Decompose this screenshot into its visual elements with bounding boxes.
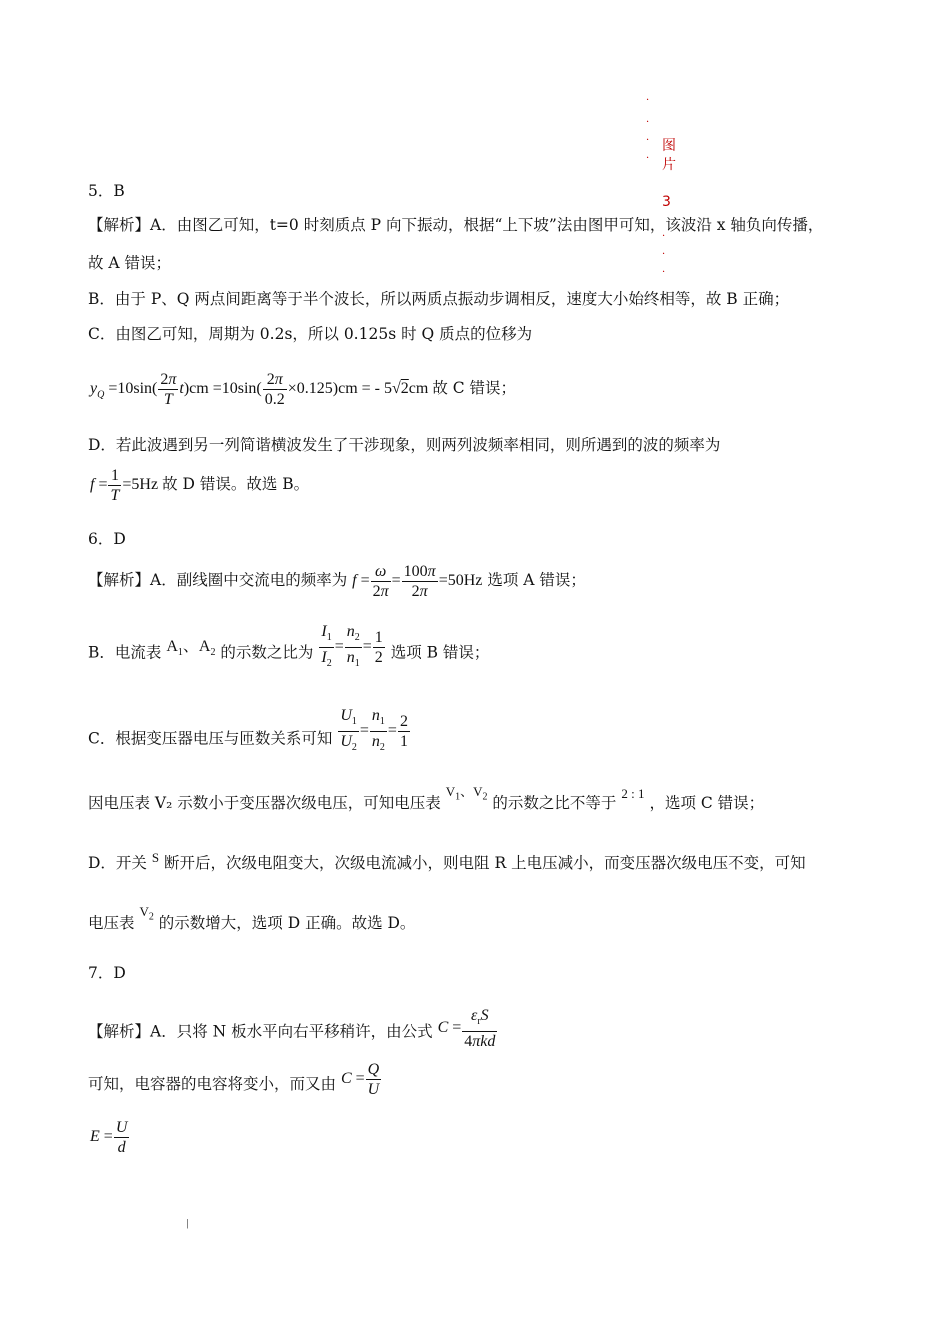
q5-analysis-line: 【解析】A．由图乙可知，t=0 时刻质点 P 向下振动，根据“上下坡”法由图甲可知，该波沿 x 轴负向传播， <box>88 216 824 234</box>
q6-line-d <box>88 852 806 875</box>
q6-line-d2-text-a: 电压表 <box>88 914 135 932</box>
q5-frequency-equation: f = $\frac{1}{T}$ =5Hz 故 D 错误。故选 B。 <box>90 467 310 504</box>
q7-line-1 <box>88 1007 498 1055</box>
side-marker-char: 图 <box>662 138 676 154</box>
q6-line-a <box>88 562 586 601</box>
q6-line-c-text: C．根据变压器电压与匝数关系可知 <box>88 729 333 748</box>
marker-dot: · <box>646 135 650 146</box>
q7-capacitance-formula: C = $\frac{\varepsilon_rS}{\text{4πkd}}$ <box>437 1007 496 1051</box>
marker-dot: · <box>646 95 650 106</box>
q6-voltage-ratio-equation: $\frac{U_1}{U_2}$ = $\frac{n_1}{n_2}$ = $\frac{2}{1}$ <box>340 707 408 754</box>
q7-answer-head: 7．D <box>88 964 126 982</box>
q6-line-c2-text: 因电压表 V₂ 示数小于变压器次级电压，可知电压表 <box>88 794 441 812</box>
q6-line-c2 <box>88 784 765 821</box>
q6-line-d2-text-b: 的示数增大，选项 D 正确。故选 D。 <box>158 914 416 932</box>
q6-current-ratio-equation: $\frac{I_1}{I_2}$ = $\frac{n_2}{n_1}$ = $\frac{1}{2}$ <box>321 623 383 670</box>
q6-line-d-text-b: 断开后，次级电阻变大，次级电流减小，则电阻 R 上电压减小，而变压器次级电压不变，可知 <box>164 854 806 872</box>
q6-switch-symbol: S <box>151 850 160 865</box>
q6-line-a-tail: 选项 A 错误； <box>487 571 586 590</box>
q6-answer-head: 6．D <box>88 530 126 548</box>
q6-line-b-mid: 的示数之比为 <box>220 643 314 662</box>
q7-line-2 <box>88 1061 382 1105</box>
q6-line-d-text-a: D．开关 <box>88 854 147 872</box>
q6-voltmeter2-symbol: V2 <box>139 904 154 923</box>
q7-field-formula: E = $\frac{U}{d}$ <box>90 1119 128 1156</box>
q5-analysis-line: C．由图乙可知，周期为 0.2s，所以 0.125s 时 Q 质点的位移为 <box>88 325 533 343</box>
q7-line-2-text: 可知，电容器的电容将变小，而又由 <box>88 1075 337 1094</box>
q5-displacement-equation: $y_Q =10\sin$( $\frac{2\pi}{T}$ t)cm =10sin( $\frac{2\pi}{0.2}$ ×0.125)cm = - 5√2cm 故 C 错误； <box>90 371 517 408</box>
q6-line-d2 <box>88 904 416 941</box>
marker-dot: · <box>662 267 666 278</box>
marker-dot: · <box>662 249 666 260</box>
marker-dot: · <box>646 153 650 164</box>
q6-line-b <box>88 623 490 679</box>
q6-ratio-value: 2 : 1 <box>621 786 645 801</box>
q6-ammeters-symbol: $A_1$、$A_2$ <box>166 638 216 659</box>
q5-answer-head: 5．B <box>88 182 125 200</box>
marker-dot: · <box>646 117 650 128</box>
q5-analysis-line: D．若此波遇到另一列简谐横波发生了干涉现象，则两列波频率相同，则所遇到的波的频率为 <box>88 436 721 454</box>
side-marker-number: 3 <box>662 194 671 210</box>
q7-line-1-text: 【解析】A．只将 N 板水平向右平移稍许，由公式 <box>88 1022 433 1041</box>
q6-line-b-text: B．电流表 <box>88 643 162 662</box>
marker-dot: · <box>662 231 666 242</box>
q5-analysis-line: B．由于 P、Q 两点间距离等于半个波长，所以两质点振动步调相反，速度大小始终相等，故 B 正确； <box>88 290 790 308</box>
side-marker-char: 片 <box>662 157 676 173</box>
q6-frequency-equation: f = $\frac{\omega}{2\pi}$ = $\frac{100\pi}{2\pi}$ =50Hz <box>352 563 483 600</box>
q6-line-c2-mid: 的示数之比不等于 <box>492 794 617 812</box>
q6-line-c2-tail: ，选项 C 错误； <box>649 794 765 812</box>
q6-voltmeters-symbol: V1、V2 <box>445 784 488 803</box>
q7-charge-formula: C = $\frac{Q}{U}$ <box>340 1061 380 1098</box>
q6-line-a-text: 【解析】A．副线圈中交流电的频率为 <box>88 571 348 590</box>
q5-analysis-line: 故 A 错误； <box>88 254 172 272</box>
q5-eq1-tail: 故 C 错误； <box>432 379 517 398</box>
q5-eq2-tail: 故 D 错误。故选 B。 <box>162 475 310 494</box>
stray-mark: | <box>186 1219 190 1229</box>
q6-line-c <box>88 707 411 765</box>
q6-line-b-tail: 选项 B 错误； <box>390 643 490 662</box>
